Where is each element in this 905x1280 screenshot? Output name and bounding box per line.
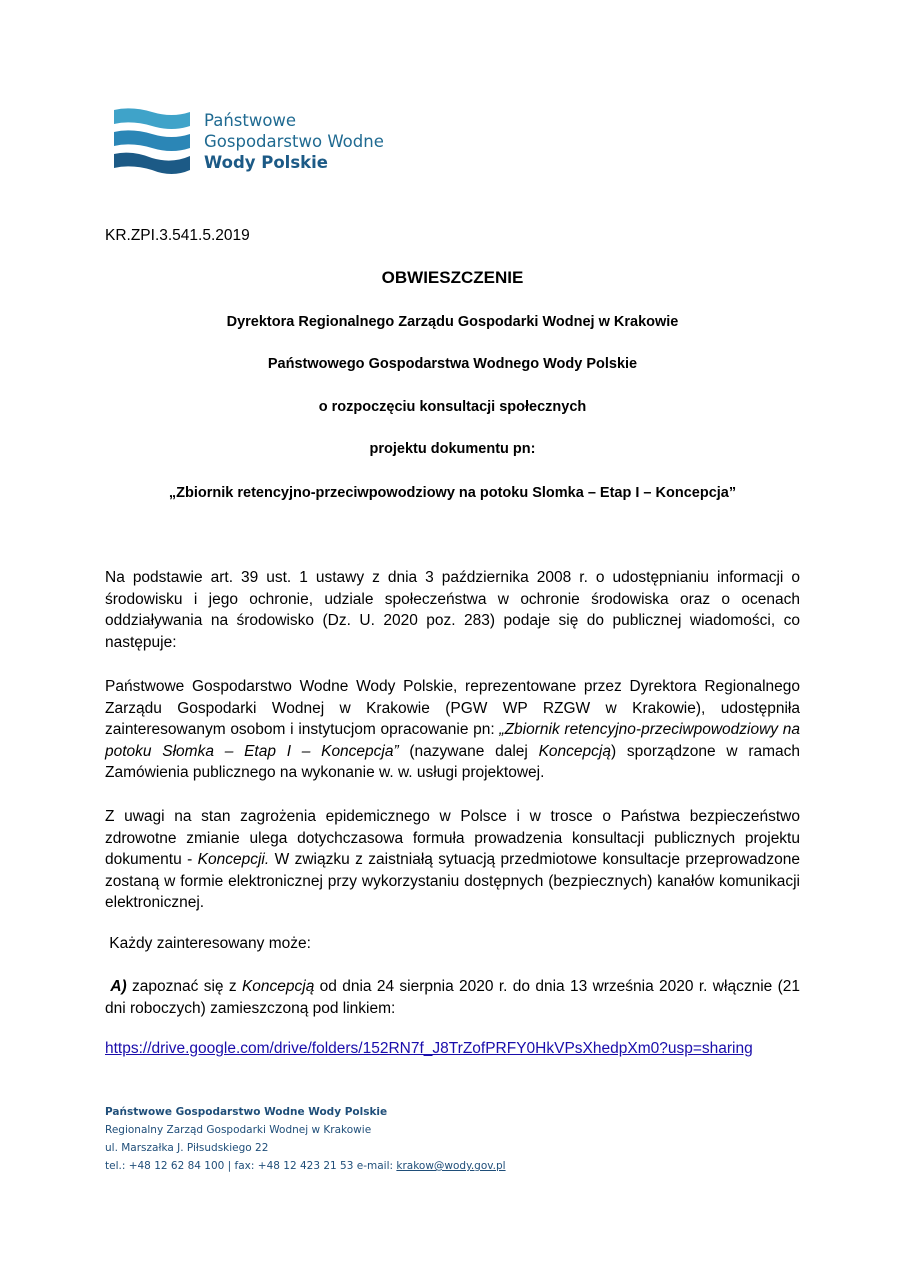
paragraph-legal-basis: Na podstawie art. 39 ust. 1 ustawy z dnia 3 października 2008 r. o udostępnianiu informacji o środowisku i jego ochronie, udziale społeczeństwa w ochronie środowiska oraz o ocenach oddziaływania na środowisko (Dz. U. 2020 poz. 283) podaje się do publicznej wiadomości, co następuje:: [105, 569, 800, 651]
heading-line-4: projektu dokumentu pn:: [369, 441, 536, 457]
footer-contact: [105, 1157, 506, 1175]
heading-line-2: Państwowego Gospodarstwa Wodnego Wody Polskie: [267, 356, 638, 372]
p2-koncepcja: Koncepcją: [538, 742, 611, 760]
p2-text-e: ) sporządzone w ramach Zamówienia publicznego na wykonanie w. w. usługi projektowej.: [105, 742, 801, 781]
paragraph-point-a: [105, 976, 800, 1019]
logo-line-2: Gospodarstwo Wodne: [204, 132, 384, 151]
point-a-label: A): [110, 978, 127, 995]
heading-line-1: Dyrektora Regionalnego Zarządu Gospodarki Wodnej w Krakowie: [226, 314, 679, 330]
footer-contact-text: tel.: +48 12 62 84 100 | fax: +48 12 423 21 53 e-mail:: [105, 1160, 397, 1172]
logo-line-1: Państwowe: [204, 111, 297, 130]
p2-text-a: Państwowe Gospodarstwo Wodne Wody Polskie, reprezentowane przez Dyrektora Regionalnego Zarządu Gospodarki Wodnej w Krakowie (PGW WP RZGW w Krakowie), udostępniła zainteresowanym osobom i instytucjom opracowanie pn:: [105, 678, 800, 738]
logo-text: [204, 110, 384, 173]
footer-unit: Regionalny Zarząd Gospodarki Wodnej w Krakowie: [105, 1124, 372, 1136]
p5-text-c: od dnia 24 sierpnia 2020 r. do dnia 13 września 2020 r. włącznie (21 dni roboczych) zamieszczoną pod linkiem:: [105, 978, 800, 1017]
paragraph-everyone-may: Każdy zainteresowany może:: [105, 935, 311, 952]
p2-text-c: (nazywane dalej: [398, 742, 539, 760]
paragraph-announcement: [105, 676, 800, 784]
p5-text-a: zapoznać się z: [126, 978, 242, 995]
documents-link[interactable]: https://drive.google.com/drive/folders/152RN7f_J8TrZofPRFY0HkVPsXhedpXm0?usp=sharing: [105, 1040, 753, 1057]
wody-polskie-logo-icon: [112, 106, 192, 186]
p3-koncepcji: Koncepcji.: [197, 851, 270, 868]
footer-org: Państwowe Gospodarstwo Wodne Wody Polskie: [105, 1106, 388, 1118]
p5-koncepcja: Koncepcją: [241, 978, 315, 995]
p2-project-title: „Zbiornik retencyjno-przeciwpowodziowy na potoku Słomka – Etap I – Koncepcja”: [105, 721, 800, 760]
p3-text-a: Z uwagi na stan zagrożenia epidemicznego w Polsce i w trosce o Państwa bezpieczeństwo zdrowotne zmianie ulega dotychczasowa formuła prowadzenia konsultacji publicznych projektu dokumentu -: [105, 808, 800, 868]
logo-line-3: Wody Polskie: [204, 153, 328, 172]
reference-number: KR.ZPI.3.541.5.2019: [105, 227, 250, 244]
footer: [105, 1103, 506, 1175]
project-name: „Zbiornik retencyjno-przeciwpowodziowy na potoku Slomka – Etap I – Koncepcja”: [168, 485, 737, 501]
paragraph-epidemic: [105, 806, 800, 914]
logo: [112, 106, 412, 186]
footer-email-link[interactable]: krakow@wody.gov.pl: [396, 1160, 506, 1172]
p3-text-c: W związku z zaistniałą sytuacją przedmiotowe konsultacje przeprowadzone zostaną w formie elektronicznej przy wykorzystaniu dostępnych (bezpiecznych) kanałów komunikacji elektronicznej.: [105, 851, 800, 911]
heading-line-3: o rozpoczęciu konsultacji społecznych: [318, 399, 587, 415]
footer-address: ul. Marszałka J. Piłsudskiego 22: [105, 1142, 269, 1154]
document-title: OBWIESZCZENIE: [381, 268, 524, 287]
